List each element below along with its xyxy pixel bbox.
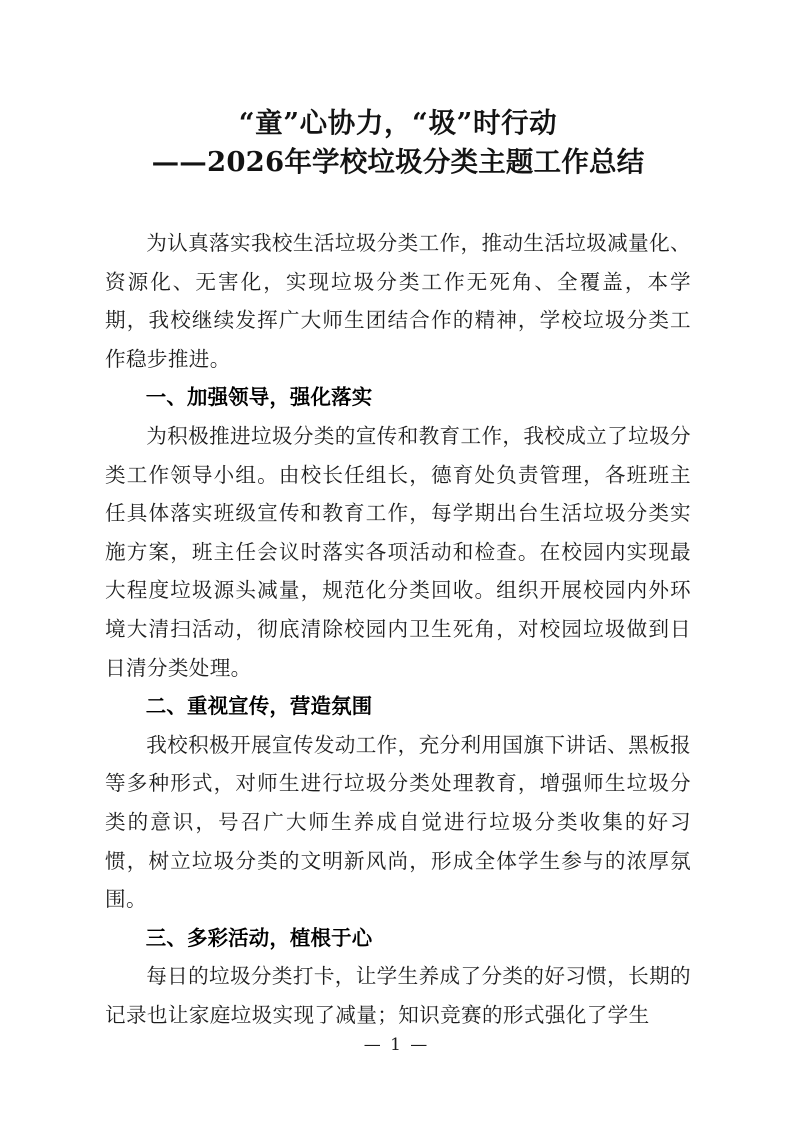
intro-paragraph: 为认真落实我校生活垃圾分类工作，推动生活垃圾减量化、资源化、无害化，实现垃圾分类工作无死角、全覆盖，本学期，我校继续发挥广大师生团结合作的精神，学校垃圾分类工作稳步推进。 bbox=[105, 231, 691, 371]
section-body-2: 我校积极开展宣传发动工作，充分利用国旗下讲话、黑板报等多种形式，对师生进行垃圾分类处理教育，增强师生垃圾分类的意识，号召广大师生养成自觉进行垃圾分类收集的好习惯，树立垃圾分类的文明新风尚，形成全体学生参与的浓厚氛围。 bbox=[105, 732, 691, 912]
page-footer bbox=[0, 1034, 793, 1056]
title-line-primary: “童”心协力，“圾”时行动 bbox=[238, 107, 558, 139]
section-body-1: 为积极推进垃圾分类的宣传和教育工作，我校成立了垃圾分类工作领导小组。由校长任组长，德育处负责管理，各班班主任具体落实班级宣传和教育工作，每学期出台生活垃圾分类实施方案，班主任会议时落实各项活动和检查。在校园内实现最大程度垃圾源头减量，规范化分类回收。组织开展校园内外环境大清扫活动，彻底清除校园内卫生死角，对校园垃圾做到日日清分类处理。 bbox=[105, 423, 691, 680]
page-title bbox=[105, 0, 691, 182]
section-heading-1: 一、加强领导，强化落实 bbox=[145, 385, 373, 410]
page-number: — 1 — bbox=[363, 1035, 430, 1055]
title-line-subtitle: ——2026年学校垃圾分类主题工作总结 bbox=[151, 146, 645, 178]
section-body-3: 每日的垃圾分类打卡，让学生养成了分类的好习惯，长期的记录也让家庭垃圾实现了减量；知识竞赛的形式强化了学生 bbox=[105, 964, 691, 1027]
document-content bbox=[105, 0, 691, 1034]
section-heading-2: 二、重视宣传，营造氛围 bbox=[145, 694, 373, 719]
section-heading-3: 三、多彩活动，植根于心 bbox=[145, 925, 373, 950]
